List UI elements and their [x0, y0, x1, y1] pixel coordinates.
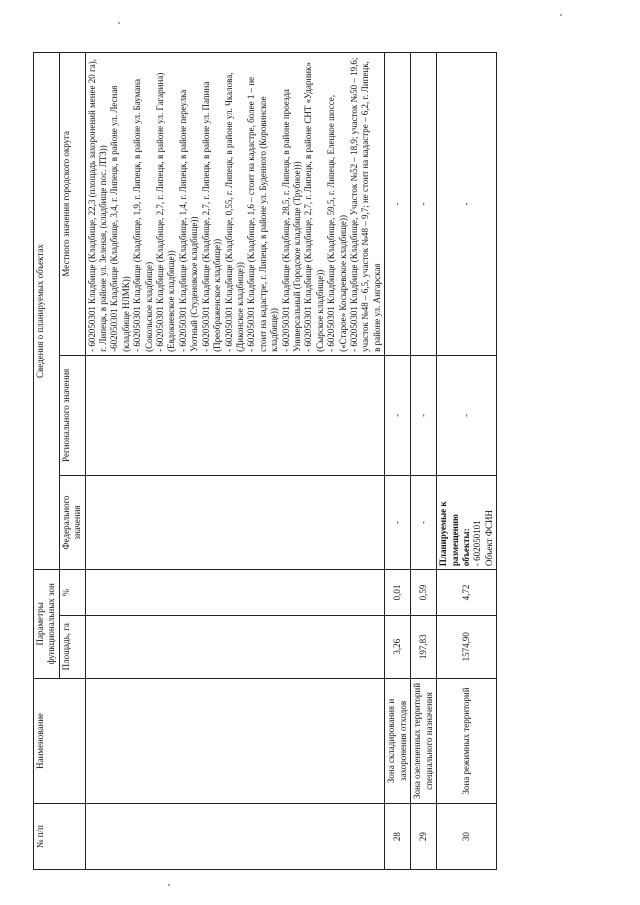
planned-objects-table [33, 52, 497, 870]
local-line: - 602050301 Кладбище (Кладбище, Участок №52 – 18,9; участок №50 – 19,6; участок №48 – 6,5, участок №48 – 9,7; не стоит на кадастре – 6,2, г. Липецк, в районе ул. Ангарская [348, 57, 382, 352]
federal-object: Объект ФСИН [483, 510, 494, 567]
local-line: - 602050301 Кладбище (Кладбище, 2,7, г. Липецк, в районе СНТ «Ударник» (Сырское кладбище)) [303, 62, 325, 352]
federal-code: - 602050101 [472, 520, 483, 567]
cell-local: - [437, 53, 497, 356]
header-area: Площадь, га [59, 615, 85, 678]
cell-num: 29 [411, 804, 437, 870]
table-row-continuation [85, 53, 385, 870]
table-row [411, 53, 437, 870]
federal-planned-title: Планируемые к размещению объекты: [438, 501, 471, 567]
cell-regional-empty [85, 355, 385, 475]
cell-area-empty [85, 615, 385, 678]
local-line: - 602050301 Кладбище (Кладбище, 2,7, г. Липецк, в районе ул. Папина (Преображенское кладбище)) [200, 81, 223, 352]
cell-federal: - [411, 475, 437, 569]
local-line: -602050301 Кладбище (Кладбище, 3,4, г. Липецк, в районе ул. Лесная (кладбище НЛМК)) [109, 85, 131, 352]
cell-area: 1574,90 [437, 615, 497, 678]
table-row [385, 53, 411, 870]
rotated-table-page [33, 52, 605, 870]
cell-pct-empty [85, 570, 385, 616]
cell-num-empty [85, 804, 385, 870]
local-line: - 602050301 Кладбище (Кладбище, 1,9, г. Липецк, в районе ул. Баумана (Сокольское кладбище) [132, 78, 154, 352]
cell-name: Зона складирования и захоронения отходов [385, 678, 411, 804]
cell-name: Зона озелененных территорий специального назначения [411, 678, 437, 804]
cell-num: 30 [437, 804, 497, 870]
cell-area: 197,83 [411, 615, 437, 678]
cell-num: 28 [385, 804, 411, 870]
scan-speck [560, 14, 562, 16]
cell-pct: 0,59 [411, 570, 437, 616]
local-line: - 602050301 Кладбище (Кладбище, 59,5, г. Липецк, Елецкое шоссе, («Старое» Косыревское кладбище)) [326, 94, 348, 352]
cell-regional: - [385, 355, 411, 475]
cell-area: 3,26 [385, 615, 411, 678]
scan-speck [168, 884, 170, 886]
header-pct: % [59, 570, 85, 616]
header-row [34, 53, 60, 870]
table-row [437, 53, 497, 870]
cell-local: - [385, 53, 411, 356]
cell-name-empty [85, 678, 385, 804]
cell-regional: - [437, 355, 497, 475]
cell-local: - [411, 53, 437, 356]
local-line: - 602050301 Кладбище (Кладбище, 28,5, г. Липецк, в районе проезда Универсальный (Городское кладбище (Трубное))) [280, 89, 302, 352]
cell-regional: - [411, 355, 437, 475]
cell-federal [437, 475, 497, 569]
cell-pct: 4,72 [437, 570, 497, 616]
local-line: - 602050301 Кладбище (Кладбище, 1,4, г. Липецк, в районе переулка Уютный (Студеновское кладбище)) [177, 89, 200, 352]
local-line: - 602050301 Кладбище (Кладбище, 2,7, г. Липецк, в районе ул. Гагарина) (Евдокиевское кладбище)) [155, 72, 177, 352]
cell-name: Зона режимных территорий [437, 678, 497, 804]
local-line: - 602050301 Кладбище (Кладбище, 22,3 (площадь захоронений менее 20 га), г. Липецк, в районе ул. Зеленая, (кладбище пос. ЛТЗ)) [86, 59, 109, 352]
cell-local-cemeteries [85, 53, 385, 356]
header-name: Наименование [34, 678, 86, 804]
header-params: Параметры функциональных зон [34, 570, 60, 679]
cell-federal-empty [85, 475, 385, 569]
cell-federal: - [385, 475, 411, 569]
cell-pct: 0,01 [385, 570, 411, 616]
header-num: № п/п [34, 804, 86, 870]
local-line: - 602050301 Кладбище (Кладбище, 1,6 – стоит на кадастре, более 1 – не стоит на кадастре, г. Липецк, в районе ул. Буденного (Коровинское кладбище)) [246, 76, 280, 352]
header-federal: Федерального значения [59, 475, 85, 569]
local-line: - 602050301 Кладбище (Кладбище, 0,55, г. Липецк, в районе ул. Чкалова, (Диконское кладбище)) [223, 72, 245, 352]
scan-speck [118, 22, 120, 24]
header-regional: Регионального значения [59, 355, 85, 475]
header-info: Сведения о планируемых объектах [34, 53, 60, 570]
header-local: Местного значения городского округа [59, 53, 85, 356]
